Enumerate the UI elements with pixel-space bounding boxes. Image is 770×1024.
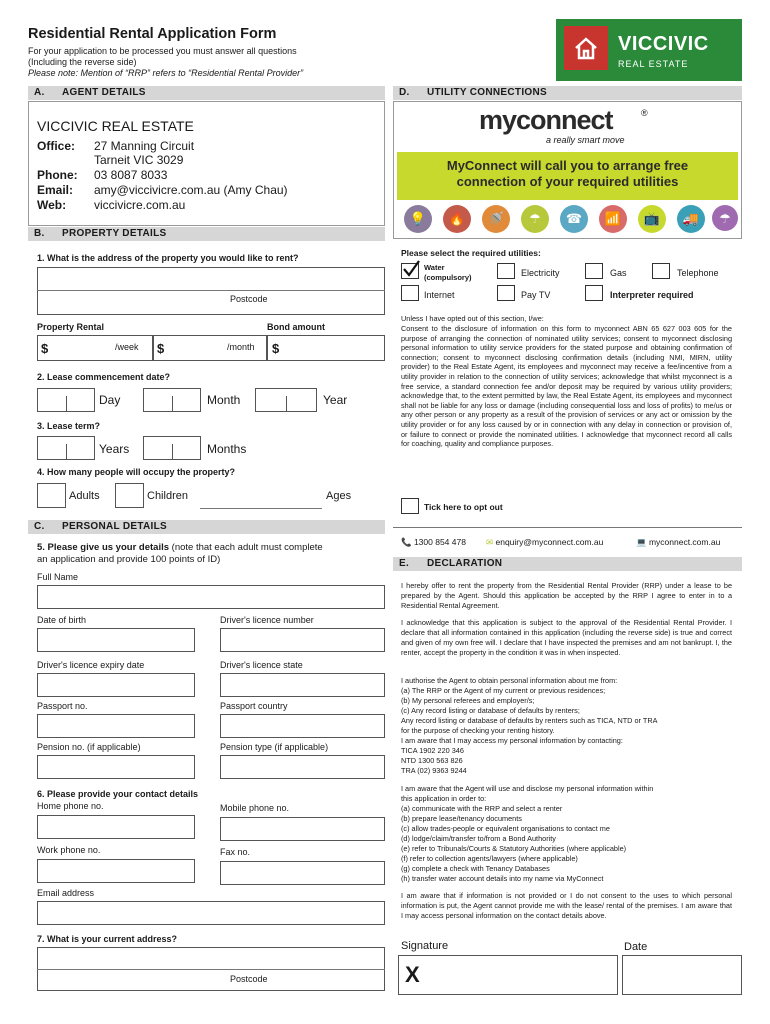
opt-out-checkbox[interactable]	[401, 498, 419, 514]
passport-no-label: Passport no.	[37, 701, 88, 711]
current-postcode-label: Postcode	[230, 974, 268, 984]
home-phone-input[interactable]	[37, 815, 195, 839]
dollar-sign: $	[41, 341, 49, 356]
header-note-3: Please note: Mention of “RRP” refers to “Residential Rental Provider”	[28, 68, 304, 78]
dollar-sign: $	[272, 341, 280, 356]
interpreter-label: Interpreter required	[610, 290, 694, 300]
email-address-input[interactable]	[37, 901, 385, 925]
tv-icon: 📺	[638, 205, 666, 233]
fax-input[interactable]	[220, 861, 385, 885]
declaration-line: (e) refer to Tribunals/Courts & Statutory Authorities (where applicable)	[401, 844, 627, 853]
checkmark-icon	[402, 260, 420, 278]
router-icon: 📶	[599, 205, 627, 233]
section-a-header: A. AGENT DETAILS	[28, 86, 385, 100]
gas-checkbox[interactable]	[585, 263, 603, 279]
opt-out-label: Tick here to opt out	[424, 502, 503, 512]
phone-label: Phone:	[37, 168, 78, 182]
gas-label: Gas	[610, 268, 627, 278]
contact-phone: 📞 1300 854 478	[401, 537, 466, 547]
water-checkbox[interactable]	[401, 263, 419, 279]
years-label: Years	[99, 442, 130, 456]
water-icon: 🚿	[482, 205, 510, 233]
passport-country-input[interactable]	[220, 714, 385, 738]
licence-state-label: Driver's licence state	[220, 660, 303, 670]
section-b-header: B. PROPERTY DETAILS	[28, 227, 385, 241]
phone-icon: ☎	[560, 205, 588, 233]
bond-label: Bond amount	[267, 322, 325, 332]
laptop-icon: 💻	[636, 537, 649, 547]
declaration-p5: I am aware that if information is not provided or I do not consent to the uses to which personal information is put, the Agent cannot provide me with the lease/ rental of the premises. I am aware that I may access personal information on the contact details above.	[401, 891, 732, 920]
week-unit: /week	[115, 342, 139, 352]
declaration-line: (c) allow trades-people or equivalent organisations to contact me	[401, 824, 610, 833]
electricity-checkbox[interactable]	[497, 263, 515, 279]
select-utilities-label: Please select the required utilities:	[401, 248, 541, 258]
declaration-line: for the purpose of checking your renting history.	[401, 726, 555, 735]
contact-web: 💻 myconnect.com.au	[636, 537, 721, 547]
truck-icon: 🚚	[677, 205, 705, 233]
address-divider	[37, 290, 385, 291]
mobile-phone-label: Mobile phone no.	[220, 803, 290, 813]
email-address-label: Email address	[37, 888, 95, 898]
work-phone-label: Work phone no.	[37, 845, 101, 855]
signature-label: Signature	[401, 940, 449, 952]
work-phone-input[interactable]	[37, 859, 195, 883]
pension-type-input[interactable]	[220, 755, 385, 779]
q5-label-line2: an application and provide 100 points of ID)	[37, 554, 221, 565]
electricity-label: Electricity	[521, 268, 560, 278]
paytv-label: Pay TV	[521, 290, 551, 300]
consent-intro: Unless I have opted out of this section, I/we:	[401, 314, 544, 323]
date-input[interactable]	[622, 955, 742, 995]
property-address-input[interactable]	[37, 267, 385, 315]
pension-type-label: Pension type (if applicable)	[220, 742, 329, 752]
q3-label: 3. Lease term?	[37, 421, 101, 431]
declaration-p3	[401, 676, 732, 776]
telephone-label: Telephone	[677, 268, 719, 278]
header-note-2: (Including the reverse side)	[28, 57, 137, 67]
postcode-label: Postcode	[230, 294, 268, 304]
telephone-checkbox[interactable]	[652, 263, 670, 279]
email-label: Email:	[37, 183, 74, 197]
declaration-line: I am aware that the Agent will use and disclose my personal information within	[401, 784, 654, 793]
office-line2: Tarneit VIC 3029	[94, 153, 184, 167]
declaration-line: (g) complete a check with Tenancy Databases	[401, 864, 550, 873]
declaration-line: (a) The RRP or the Agent of my current or previous residences;	[401, 686, 606, 695]
myconnect-logo: myconnect	[479, 105, 613, 135]
internet-checkbox[interactable]	[401, 285, 419, 301]
shower-icon: ☂	[521, 205, 549, 233]
paytv-checkbox[interactable]	[497, 285, 515, 301]
children-label: Children	[147, 490, 188, 502]
declaration-line: (b) My personal referees and employer/s;	[401, 696, 535, 705]
adults-label: Adults	[69, 490, 100, 502]
declaration-line: (f) refer to collection agents/lawyers (where applicable)	[401, 854, 578, 863]
interpreter-checkbox[interactable]	[585, 285, 603, 301]
declaration-p2: I acknowledge that this application is subject to the approval of the Residential Rental Provider. I declare that all information contained in this application (including the reverse side) is true and correct and given of my own free will. I declare that I have inspected the premises and am not bankrupt. I, the renter, accept the property in the condition it was in when inspected.	[401, 618, 732, 657]
header-note-1: For your application to be processed you must answer all questions	[28, 46, 297, 56]
phone-value: 03 8087 8033	[94, 168, 168, 182]
agency-logo	[556, 19, 742, 81]
office-label: Office:	[37, 139, 76, 153]
months-label: Months	[207, 442, 247, 456]
water-sub: (compulsory)	[424, 273, 472, 282]
section-c-header: C. PERSONAL DETAILS	[28, 520, 385, 534]
current-address-divider	[37, 969, 385, 970]
dob-input[interactable]	[37, 628, 195, 652]
q1-label: 1. What is the address of the property you would like to rent?	[37, 253, 299, 263]
declaration-line: (b) prepare lease/tenancy documents	[401, 814, 522, 823]
declaration-line: TRA (02) 9363 9244	[401, 766, 467, 775]
month-label: Month	[207, 393, 241, 407]
ages-label: Ages	[326, 490, 352, 502]
logo-main: VICCIVIC	[618, 33, 709, 55]
section-d-header: D. UTILITY CONNECTIONS	[393, 86, 742, 100]
declaration-line: I am aware that I may access my personal information by contacting:	[401, 736, 623, 745]
date-label: Date	[624, 941, 648, 953]
page-title: Residential Rental Application Form	[28, 26, 277, 42]
q6-label: 6. Please provide your contact details	[37, 789, 199, 799]
myconnect-banner: MyConnect will call you to arrange free connection of your required utilities	[397, 152, 738, 200]
licence-number-input[interactable]	[220, 628, 385, 652]
full-name-label: Full Name	[37, 572, 79, 582]
declaration-p4	[401, 784, 732, 884]
adults-input[interactable]	[37, 483, 66, 508]
declaration-line: NTD 1300 563 826	[401, 756, 463, 765]
internet-label: Internet	[424, 290, 455, 300]
full-name-input[interactable]	[37, 585, 385, 609]
contact-divider	[393, 527, 742, 528]
gas-icon: 🔥	[443, 205, 471, 233]
umbrella-icon: ☂	[712, 205, 738, 231]
mobile-phone-input[interactable]	[220, 817, 385, 841]
signature-input[interactable]	[398, 955, 618, 995]
house-icon	[564, 26, 608, 70]
licence-expiry-label: Driver's licence expiry date	[37, 660, 145, 670]
email-icon: ✉	[486, 537, 496, 547]
year-label: Year	[323, 393, 348, 407]
month-unit: /month	[227, 342, 255, 352]
declaration-line: this application in order to:	[401, 794, 487, 803]
myconnect-box	[393, 101, 742, 239]
office-line1: 27 Manning Circuit	[94, 139, 195, 153]
passport-no-input[interactable]	[37, 714, 195, 738]
phone-icon: 📞	[401, 537, 414, 547]
licence-state-input[interactable]	[220, 673, 385, 697]
bond-amount-input[interactable]	[267, 335, 385, 361]
water-label: Water	[424, 263, 445, 272]
ages-line[interactable]	[200, 508, 322, 509]
rental-label: Property Rental	[37, 322, 105, 332]
declaration-line: I authorise the Agent to obtain personal information about me from:	[401, 676, 618, 685]
declaration-line: (d) lodge/claim/transfer to/from a Bond Authority	[401, 834, 556, 843]
registered-mark: ®	[641, 108, 648, 118]
declaration-line: Any record listing or database of defaults by renters such as TICA, NTD or TRA	[401, 716, 658, 725]
licence-number-label: Driver's licence number	[220, 615, 314, 625]
dob-label: Date of birth	[37, 615, 87, 625]
q5-label: 5. Please give us your details (note that each adult must complete	[37, 542, 323, 553]
passport-country-label: Passport country	[220, 701, 288, 711]
contact-email: ✉ enquiry@myconnect.com.au	[486, 537, 604, 547]
q2-label: 2. Lease commencement date?	[37, 372, 171, 382]
agent-box	[28, 101, 385, 226]
declaration-line: (h) transfer water account details into my name via MyConnect	[401, 874, 604, 883]
dollar-sign: $	[157, 341, 165, 356]
agent-name: VICCIVIC REAL ESTATE	[37, 118, 194, 134]
q7-label: 7. What is your current address?	[37, 934, 178, 944]
email-value: amy@viccivicre.com.au (Amy Chau)	[94, 183, 288, 197]
pension-no-label: Pension no. (if applicable)	[37, 742, 141, 752]
consent-text: Consent to the disclosure of information on this form to myconnect ABN 65 627 003 605 for the purpose of arranging the connection of nominated utility services; consent to myconnect disclosing personal information to utility service providers for the stated purpose and obtaining confirmation of connection; consent to myconnect disclosing confirmation details (including NMI, MIRN, utility provider) to the Real Estate Agent, its employees and myconnect may receive a fee/incentive from a utility provider in relation to the connection of utility services; acknowledge that whilst myconnect is a free service, a standard connection fee and/or deposit may be required by various utility providers; acknowledge that, to the extent permitted by law, the Real Estate Agent, its employees and myconnect shall not be liable for any loss or damage (including consequential loss and loss of profits) to me/us or any other person or any property as a result of the provision of services or any act or omission by the utility provider or for any loss caused by or in connection with any delay in connection or provision of, or failure to connect or provide the nominated utilities. I acknowledge that myconnect record all calls for coaching, quality and compliance purposes.	[401, 324, 732, 449]
electricity-icon: 💡	[404, 205, 432, 233]
pension-no-input[interactable]	[37, 755, 195, 779]
fax-label: Fax no.	[220, 847, 251, 857]
day-label: Day	[99, 393, 121, 407]
licence-expiry-input[interactable]	[37, 673, 195, 697]
children-input[interactable]	[115, 483, 144, 508]
web-label: Web:	[37, 198, 67, 212]
sign-here-mark: X	[405, 962, 420, 987]
declaration-p1: I hereby offer to rent the property from the Residential Rental Provider (RRP) under a lease to be prepared by the Agent. Should this application be accepted by the RRP I agree to enter in to a Residential Rental Agreement.	[401, 581, 732, 610]
declaration-line: TICA 1902 220 346	[401, 746, 464, 755]
tagline: a really smart move	[546, 135, 625, 145]
logo-sub: REAL ESTATE	[618, 59, 689, 69]
section-e-header: E. DECLARATION	[393, 557, 742, 571]
declaration-line: (a) communicate with the RRP and select a renter	[401, 804, 563, 813]
web-value: viccivicre.com.au	[94, 198, 186, 212]
q4-label: 4. How many people will occupy the property?	[37, 467, 236, 477]
declaration-line: (c) Any record listing or database of defaults by renters;	[401, 706, 580, 715]
home-phone-label: Home phone no.	[37, 801, 104, 811]
